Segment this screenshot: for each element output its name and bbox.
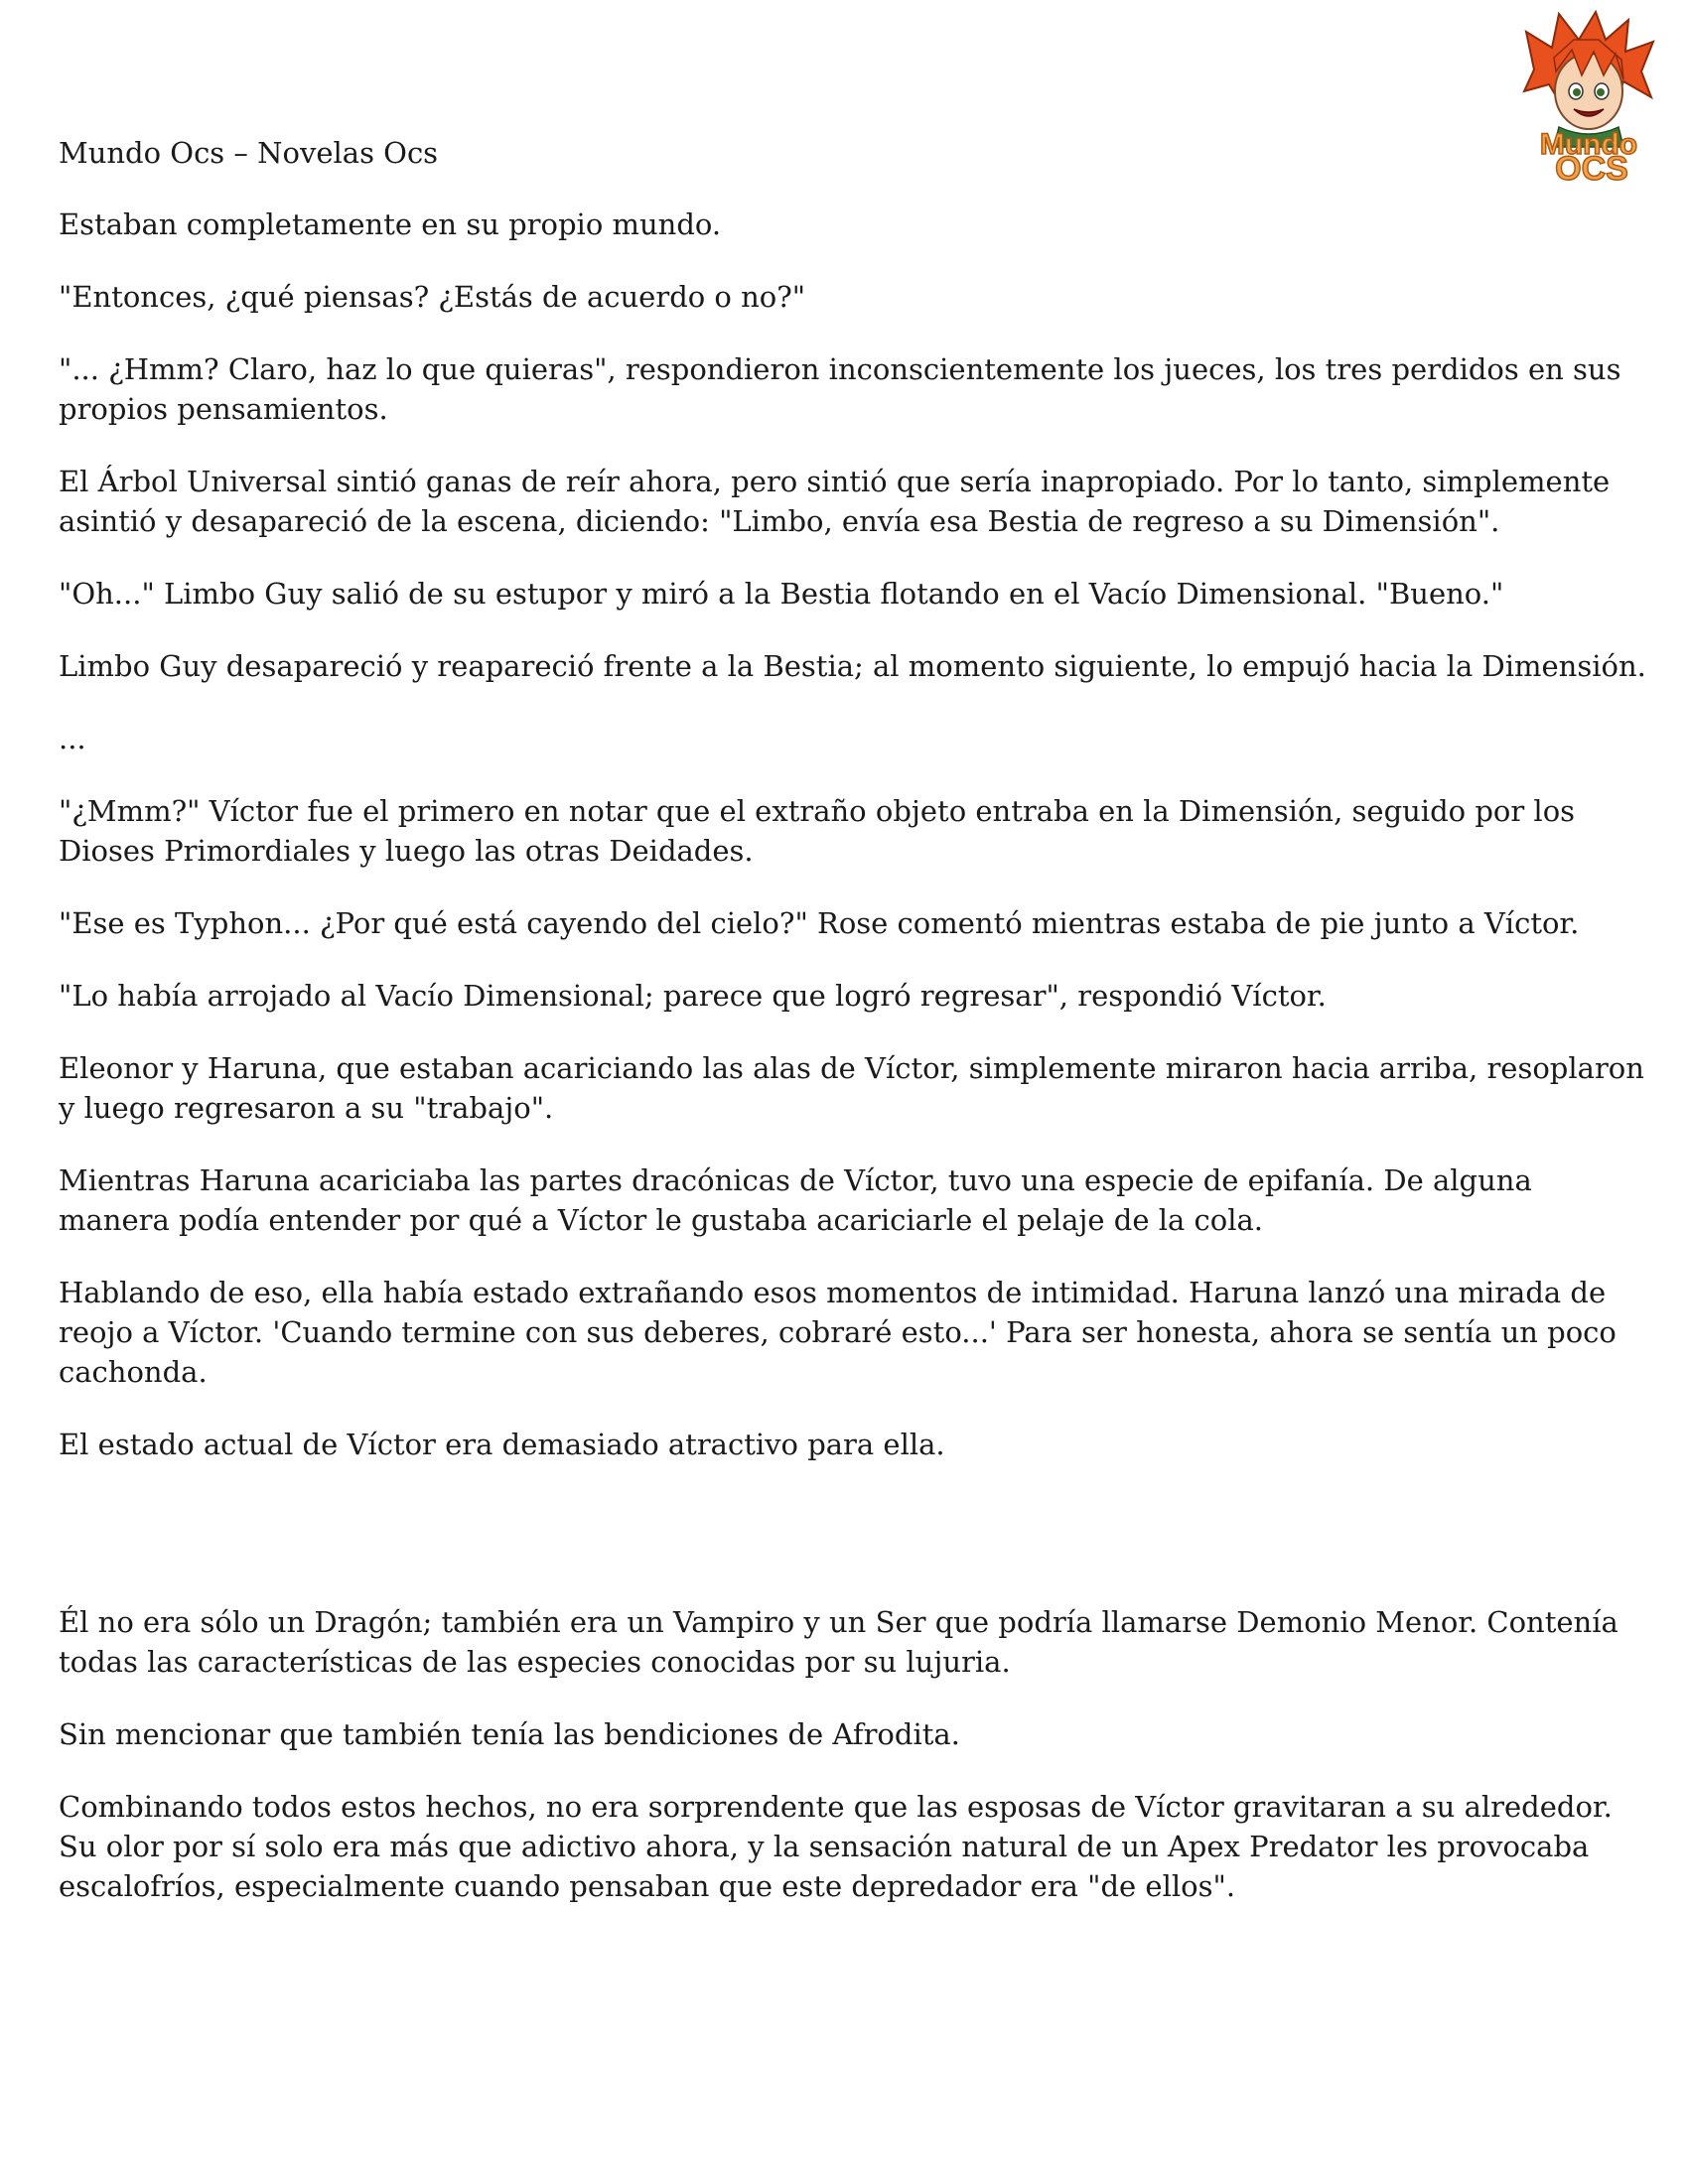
paragraph: Él no era sólo un Dragón; también era un Vampiro y un Ser que podría llamarse Demonio Menor. Contenía todas las características de las especies conocidas por su lujuria. — [59, 1605, 1618, 1679]
svg-text:OCS: OCS — [1555, 150, 1628, 184]
paragraph: "¿Mmm?" Víctor fue el primero en notar que el extraño objeto entraba en la Dimensión, seguido por los Dioses Primordiales y luego las otras Deidades. — [59, 794, 1576, 868]
paragraph: "Entonces, ¿qué piensas? ¿Estás de acuerdo o no?" — [59, 280, 806, 314]
paragraph: Hablando de eso, ella había estado extrañando esos momentos de intimidad. Haruna lanzó una mirada de reojo a Víctor. 'Cuando termine con sus deberes, cobraré esto...' Para ser honesta, ahora se sentía un poco cachonda. — [59, 1276, 1617, 1389]
paragraphs-top — [59, 205, 1647, 1497]
paragraph: Eleonor y Haruna, que estaban acariciando las alas de Víctor, simplemente miraron hacia arriba, resoplaron y luego regresaron a su "trabajo". — [59, 1051, 1644, 1125]
paragraph: "Lo había arrojado al Vacío Dimensional; parece que logró regresar", respondió Víctor. — [59, 979, 1327, 1013]
paragraph: "... ¿Hmm? Claro, haz lo que quieras", respondieron inconscientemente los jueces, los tres perdidos en sus propios pensamientos. — [59, 352, 1621, 426]
mascot-logo-icon — [1504, 10, 1673, 184]
paragraph: Mientras Haruna acariciaba las partes dracónicas de Víctor, tuvo una especie de epifanía. De alguna manera podía entender por qué a Víctor le gustaba acariciarle el pelaje de la cola. — [59, 1163, 1532, 1237]
svg-text:Mundo: Mundo — [1539, 128, 1638, 161]
paragraphs-bottom — [59, 1602, 1647, 1939]
paragraph: El estado actual de Víctor era demasiado atractivo para ella. — [59, 1428, 945, 1461]
paragraph: "Ese es Typhon... ¿Por qué está cayendo del cielo?" Rose comentó mientras estaba de pie junto a Víctor. — [59, 906, 1580, 940]
paragraph: El Árbol Universal sintió ganas de reír ahora, pero sintió que sería inapropiado. Por lo tanto, simplemente asintió y desapareció de la escena, diciendo: "Limbo, envía esa Bestia de regreso a su Dimensión". — [59, 465, 1611, 538]
paragraph: Limbo Guy desapareció y reapareció frente a la Bestia; al momento siguiente, lo empujó hacia la Dimensión. — [59, 649, 1646, 683]
paragraph: Sin mencionar que también tenía las bendiciones de Afrodita. — [59, 1717, 960, 1751]
paragraph: Estaban completamente en su propio mundo. — [59, 207, 722, 241]
paragraph: "Oh..." Limbo Guy salió de su estupor y miró a la Bestia flotando en el Vacío Dimensional. "Bueno." — [59, 577, 1504, 611]
paragraph: Combinando todos estos hechos, no era sorprendente que las esposas de Víctor gravitaran a su alrededor. Su olor por sí solo era más que adictivo ahora, y la sensación natural de un Apex Predator les provocaba escalofríos, especialmente cuando pensaban que este depredador era "de ellos". — [59, 1790, 1613, 1903]
document-header: Mundo Ocs – Novelas Ocs — [59, 136, 439, 170]
scene-break: ... — [59, 722, 86, 755]
